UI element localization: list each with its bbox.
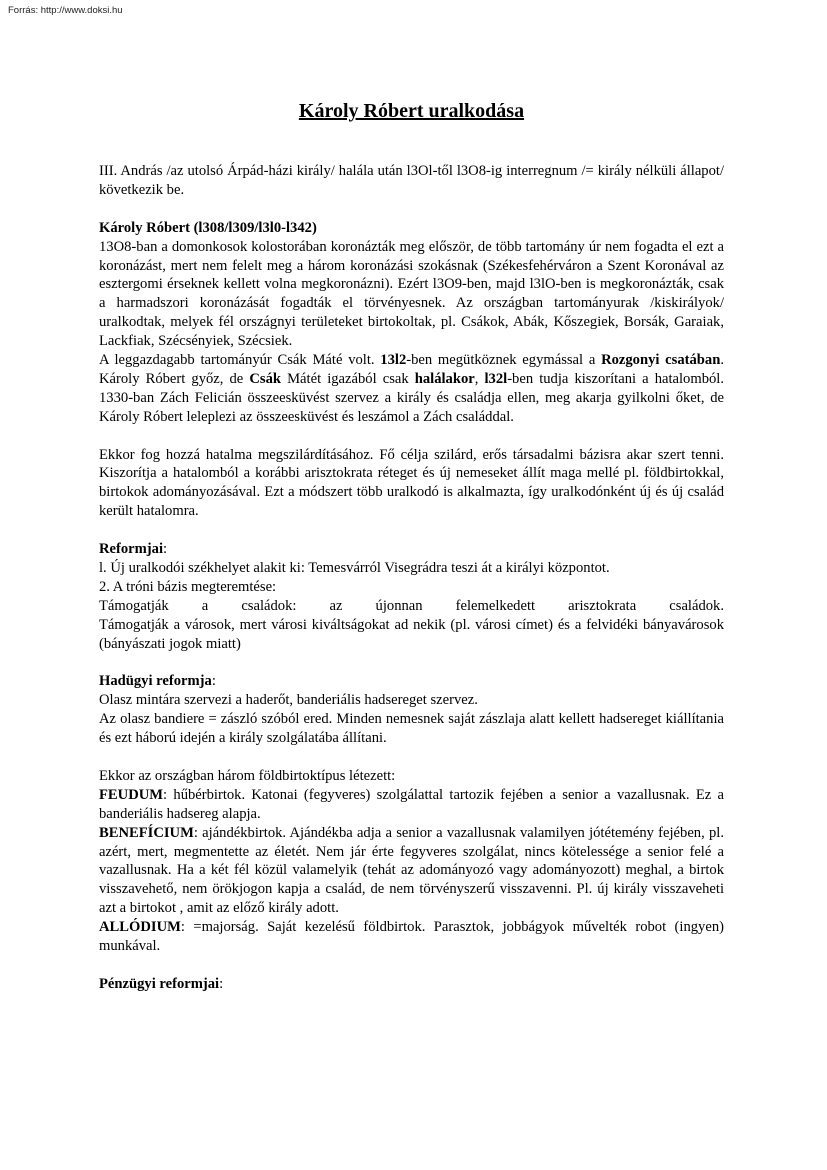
colon: : bbox=[211, 673, 216, 690]
text-run: -ben tudja kiszorítani a hatalomból. 1330-ban Zách Felicián összeesküvést szervez a király és családja ellen, meg akarja gyilkolni őket, de Károly Róbert leleplezi az összeesküvést és leszámol a Zách családdal. bbox=[99, 370, 725, 425]
section-heading-reforms bbox=[99, 540, 724, 559]
military-line-2: Az olasz bandiere = zászló szóból ered. Minden nemesnek saját zászlaja alatt kellett hadsereget kiállítania és ezt háború idején a király szolgálatába állítani. bbox=[99, 711, 724, 747]
text-run: A leggazdagabb tartományúr Csák Máté volt. bbox=[99, 352, 381, 369]
section-heading-military bbox=[99, 672, 724, 691]
text-run: : ajándékbirtok. Ajándékba adja a senior a vazallusnak valamilyen jótétemény fejében, pl. azért, mert, megmentette az életét. Nem jár érte fegyveres szolgálat, nincs kötelessége a senior felé a vazallusnak. Ha a két fél közül valamelyik (tehát az adományozó vagy adományozott) meghal, a birtok visszavehető, nem örökjogon kapja a család, de nem törvényszerű visszavenni. Pl. új király visszaveheti azt a birtokot , amit az előző király adott. bbox=[99, 824, 724, 917]
section-heading-finance bbox=[99, 975, 724, 994]
paragraph-power: Ekkor fog hozzá hatalma megszilárdításához. Fő célja szilárd, erős társadalmi bázisra akar szert tenni. Kiszorítja a hatalomból a korábbi arisztokrata réteget és új nemeseket állít maga mellé pl. földbirtokkal, birtokok adományozásával. Ezt a módszert több uralkodó is alkalmazta, így uralkodónként új és új család került hatalomra. bbox=[99, 446, 724, 520]
text-run: , bbox=[474, 370, 485, 387]
paragraph-csak-mate bbox=[99, 351, 724, 427]
colon: : bbox=[163, 541, 168, 558]
page-title: Károly Róbert uralkodása bbox=[298, 100, 525, 122]
source-url: Forrás: http://www.doksi.hu bbox=[8, 5, 123, 16]
military-line-1: Olasz mintára szervezi a haderőt, banderiális hadsereget szervez. bbox=[99, 692, 478, 709]
military-heading: Hadügyi reformja bbox=[99, 673, 212, 690]
section-heading-karoly-robert: Károly Róbert (l308/l309/l3l0-l342) bbox=[99, 219, 317, 236]
reform-line-2: 2. A tróni bázis megteremtése: bbox=[99, 578, 277, 595]
text-run: : =majorság. Saját kezelésű földbirtok. Parasztok, jobbágyok művelték robot (ingyen) munkával. bbox=[99, 919, 724, 955]
text-run: -ben megütköznek egymással a bbox=[406, 352, 602, 369]
text-run: Mátét igazából csak bbox=[281, 370, 415, 387]
colon: : bbox=[219, 975, 224, 992]
finance-heading: Pénzügyi reformjai bbox=[99, 975, 220, 992]
land-feudum bbox=[99, 786, 724, 824]
text-run: . Károly Róbert győz, de bbox=[99, 352, 724, 387]
land-allodium bbox=[99, 918, 724, 956]
reform-line-1: l. Új uralkodói székhelyet alakit ki: Temesvárról Visegrádra teszi át a királyi központot. bbox=[99, 559, 610, 576]
bold-csak: Csák bbox=[249, 370, 281, 387]
text-run: : hűbérbirtok. Katonai (fegyveres) szolgálattal tartozik fejében a senior a vazallusnak. Ez a banderiális hadsereg alapja. bbox=[99, 786, 724, 822]
bold-year-1312: 13l2 bbox=[380, 352, 407, 369]
term-beneficium: BENEFÍCIUM bbox=[99, 824, 194, 841]
paragraph-coronation: 13O8-ban a domonkosok kolostorában koronázták meg először, de több tartomány úr nem fogadta el ezt a koronázást, mert nem felelt meg a három koronázási szokásnak (Székesfehérváron a Szent Koronával az esztergomi érseknek kellett volna megkoronázni). Ezért l3O9-ben, majd l3lO-ben is megkoronázták, csak a harmadszori koronázását fogadták el törvényesnek. Az országban tartományurak /kiskirályok/ uralkodtak, melyek fél országnyi területeket birtokoltak, pl. Csákok, Abák, Kőszegiek, Borsák, Garaiak, Lackfiak, Szécsényiek, Szécsiek. bbox=[99, 238, 724, 350]
term-feudum: FEUDUM bbox=[99, 786, 164, 803]
reforms-heading: Reformjai bbox=[99, 541, 164, 558]
land-intro: Ekkor az országban három földbirtoktípus létezett: bbox=[99, 767, 396, 784]
intro-paragraph: III. András /az utolsó Árpád-házi király/ halála után l3Ol-től l3O8-ig interregnum /= király nélküli állapot/ következik be. bbox=[99, 163, 724, 198]
land-beneficium bbox=[99, 824, 724, 919]
bold-year-1321: l32l bbox=[484, 370, 508, 387]
bold-halalakor: halálakor bbox=[414, 370, 475, 387]
reform-line-4: Támogatják a városok, mert városi kiváltságokat ad nekik (pl. városi címet) és a felvidéki bányavárosok (bányászati jogok miatt) bbox=[99, 616, 724, 652]
term-allodium: ALLÓDIUM bbox=[99, 919, 181, 936]
document-body bbox=[99, 98, 724, 994]
reform-line-3: Támogatják a családok: az újonnan felemelkedett arisztokrata családok. bbox=[99, 597, 724, 614]
bold-rozgonyi: Rozgonyi csatában bbox=[601, 352, 721, 369]
